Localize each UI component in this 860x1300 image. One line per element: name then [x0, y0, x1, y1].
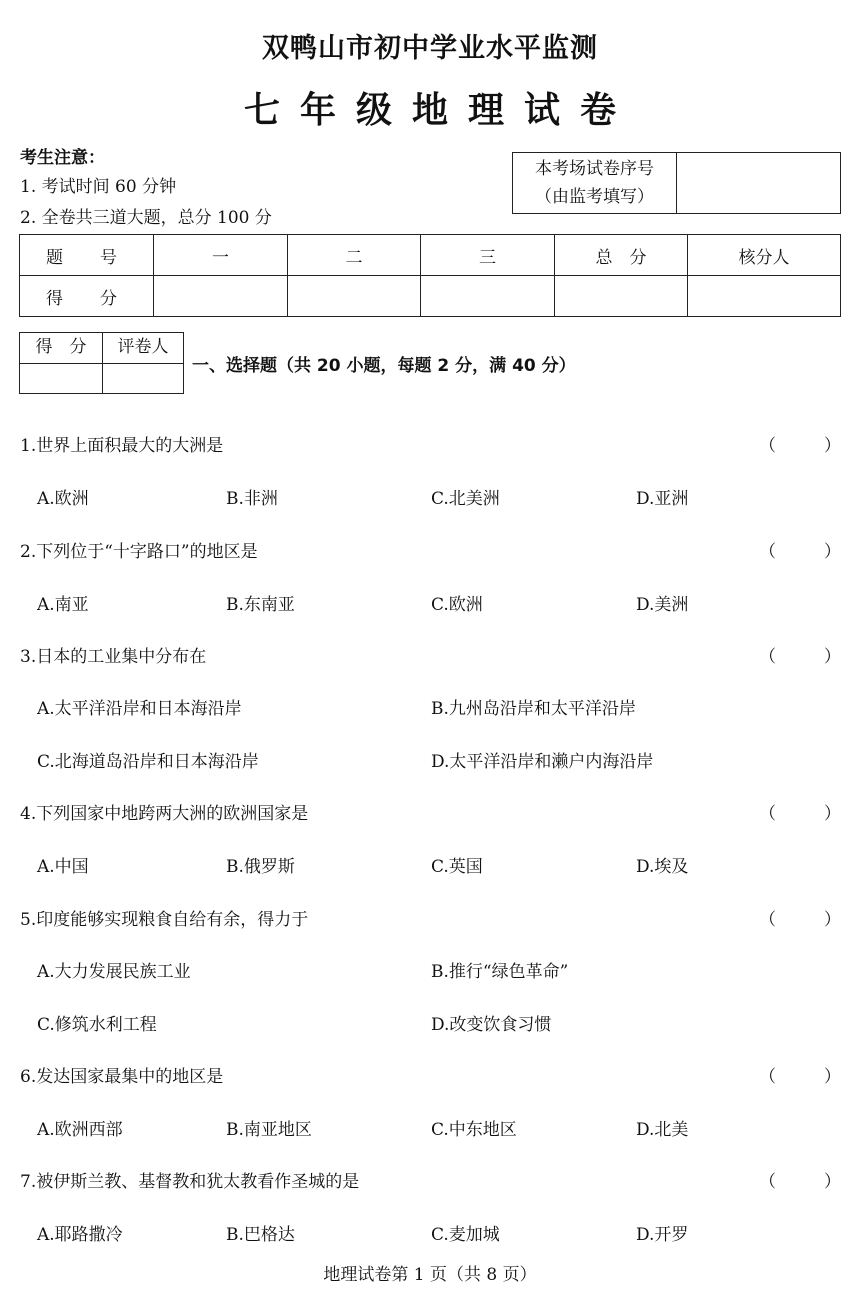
grader-score-field[interactable] [20, 364, 102, 393]
paren-open: （ [759, 910, 776, 930]
answer-blank[interactable] [759, 431, 841, 456]
option-c[interactable]: C.北美洲 [431, 489, 500, 509]
paren-close: ） [824, 910, 841, 930]
paren-close: ） [824, 542, 841, 562]
option-a[interactable]: A.大力发展民族工业 [37, 962, 191, 982]
answer-blank[interactable] [759, 1062, 841, 1087]
section-title: 一、选择题（共 20 小题，每题 2 分，满 40 分） [192, 356, 576, 376]
option-a[interactable]: A.南亚 [37, 595, 89, 615]
notice-line: 2. 全卷共三道大题，总分 100 分 [20, 208, 272, 228]
paren-open: （ [759, 542, 776, 562]
exam-sequence-box [512, 152, 841, 214]
score-summary-table [19, 234, 841, 317]
grader-name-field[interactable] [102, 364, 183, 393]
question-text: 7.被伊斯兰教、基督教和犹太教看作圣城的是 [20, 1172, 360, 1192]
option-b[interactable]: B.巴格达 [226, 1225, 295, 1245]
paren-close: ） [824, 804, 841, 824]
option-b[interactable]: B.东南亚 [226, 595, 295, 615]
paren-open: （ [759, 804, 776, 824]
option-d[interactable]: D.太平洋沿岸和濑户内海沿岸 [431, 752, 654, 772]
score-cell[interactable] [555, 276, 688, 317]
score-cell[interactable] [421, 276, 555, 317]
option-c[interactable]: C.欧洲 [431, 595, 483, 615]
score-col-header: 题 号 [20, 235, 154, 276]
option-b[interactable]: B.俄罗斯 [226, 857, 295, 877]
paren-open: （ [759, 1067, 776, 1087]
score-col-header: 一 [154, 235, 288, 276]
paren-open: （ [759, 436, 776, 456]
sequence-label-line1: 本考场试卷序号 [535, 159, 654, 179]
option-c[interactable]: C.麦加城 [431, 1225, 500, 1245]
score-table-header-row [20, 235, 841, 276]
option-a[interactable]: A.太平洋沿岸和日本海沿岸 [37, 699, 242, 719]
option-d[interactable]: D.开罗 [636, 1225, 689, 1245]
option-a[interactable]: A.中国 [37, 857, 89, 877]
option-b[interactable]: B.九州岛沿岸和太平洋沿岸 [431, 699, 636, 719]
answer-blank[interactable] [759, 905, 841, 930]
option-b[interactable]: B.南亚地区 [226, 1120, 312, 1140]
question-text: 3.日本的工业集中分布在 [20, 647, 207, 667]
paren-close: ） [824, 647, 841, 667]
option-c[interactable]: C.英国 [431, 857, 483, 877]
option-c[interactable]: C.中东地区 [431, 1120, 517, 1140]
sequence-value-field[interactable] [677, 153, 840, 213]
grader-score-label: 得 分 [35, 337, 87, 357]
score-row-label: 得 分 [20, 276, 154, 317]
question-text: 1.世界上面积最大的大洲是 [20, 436, 224, 456]
option-d[interactable]: D.美洲 [636, 595, 689, 615]
score-col-header: 核分人 [688, 235, 841, 276]
option-a[interactable]: A.欧洲 [37, 489, 89, 509]
question-text: 2.下列位于“十字路口”的地区是 [20, 542, 258, 562]
answer-blank[interactable] [759, 537, 841, 562]
exam-subject-title: 七年级地理试卷 [243, 90, 636, 131]
question-text: 6.发达国家最集中的地区是 [20, 1067, 224, 1087]
answer-blank[interactable] [759, 642, 841, 667]
score-table-score-row [20, 276, 841, 317]
paren-open: （ [759, 1172, 776, 1192]
answer-blank[interactable] [759, 799, 841, 824]
option-a[interactable]: A.欧洲西部 [37, 1120, 123, 1140]
option-b[interactable]: B.推行“绿色革命” [431, 962, 569, 982]
paren-close: ） [824, 436, 841, 456]
paren-open: （ [759, 647, 776, 667]
option-b[interactable]: B.非洲 [226, 489, 278, 509]
page-footer: 地理试卷第 1 页（共 8 页） [323, 1265, 537, 1285]
score-col-header: 二 [288, 235, 421, 276]
notice-line: 1. 考试时间 60 分钟 [20, 177, 177, 197]
option-d[interactable]: D.北美 [636, 1120, 689, 1140]
score-cell[interactable] [688, 276, 841, 317]
option-d[interactable]: D.埃及 [636, 857, 689, 877]
answer-blank[interactable] [759, 1167, 841, 1192]
sequence-label-line2: （由监考填写） [535, 187, 654, 207]
grader-box [19, 332, 184, 394]
score-col-header: 总 分 [555, 235, 688, 276]
sequence-label [513, 153, 677, 213]
option-c[interactable]: C.修筑水利工程 [37, 1015, 157, 1035]
option-d[interactable]: D.改变饮食习惯 [431, 1015, 552, 1035]
score-cell[interactable] [154, 276, 288, 317]
score-cell[interactable] [288, 276, 421, 317]
question-text: 5.印度能够实现粮食自给有余，得力于 [20, 910, 309, 930]
option-c[interactable]: C.北海道岛沿岸和日本海沿岸 [37, 752, 259, 772]
question-text: 4.下列国家中地跨两大洲的欧洲国家是 [20, 804, 309, 824]
score-col-header: 三 [421, 235, 555, 276]
exam-org-title: 双鸭山市初中学业水平监测 [262, 33, 598, 64]
paren-close: ） [824, 1172, 841, 1192]
paren-close: ） [824, 1067, 841, 1087]
grader-name-label: 评卷人 [102, 333, 183, 363]
option-a[interactable]: A.耶路撒冷 [37, 1225, 123, 1245]
option-d[interactable]: D.亚洲 [636, 489, 689, 509]
notice-heading: 考生注意： [20, 148, 105, 168]
